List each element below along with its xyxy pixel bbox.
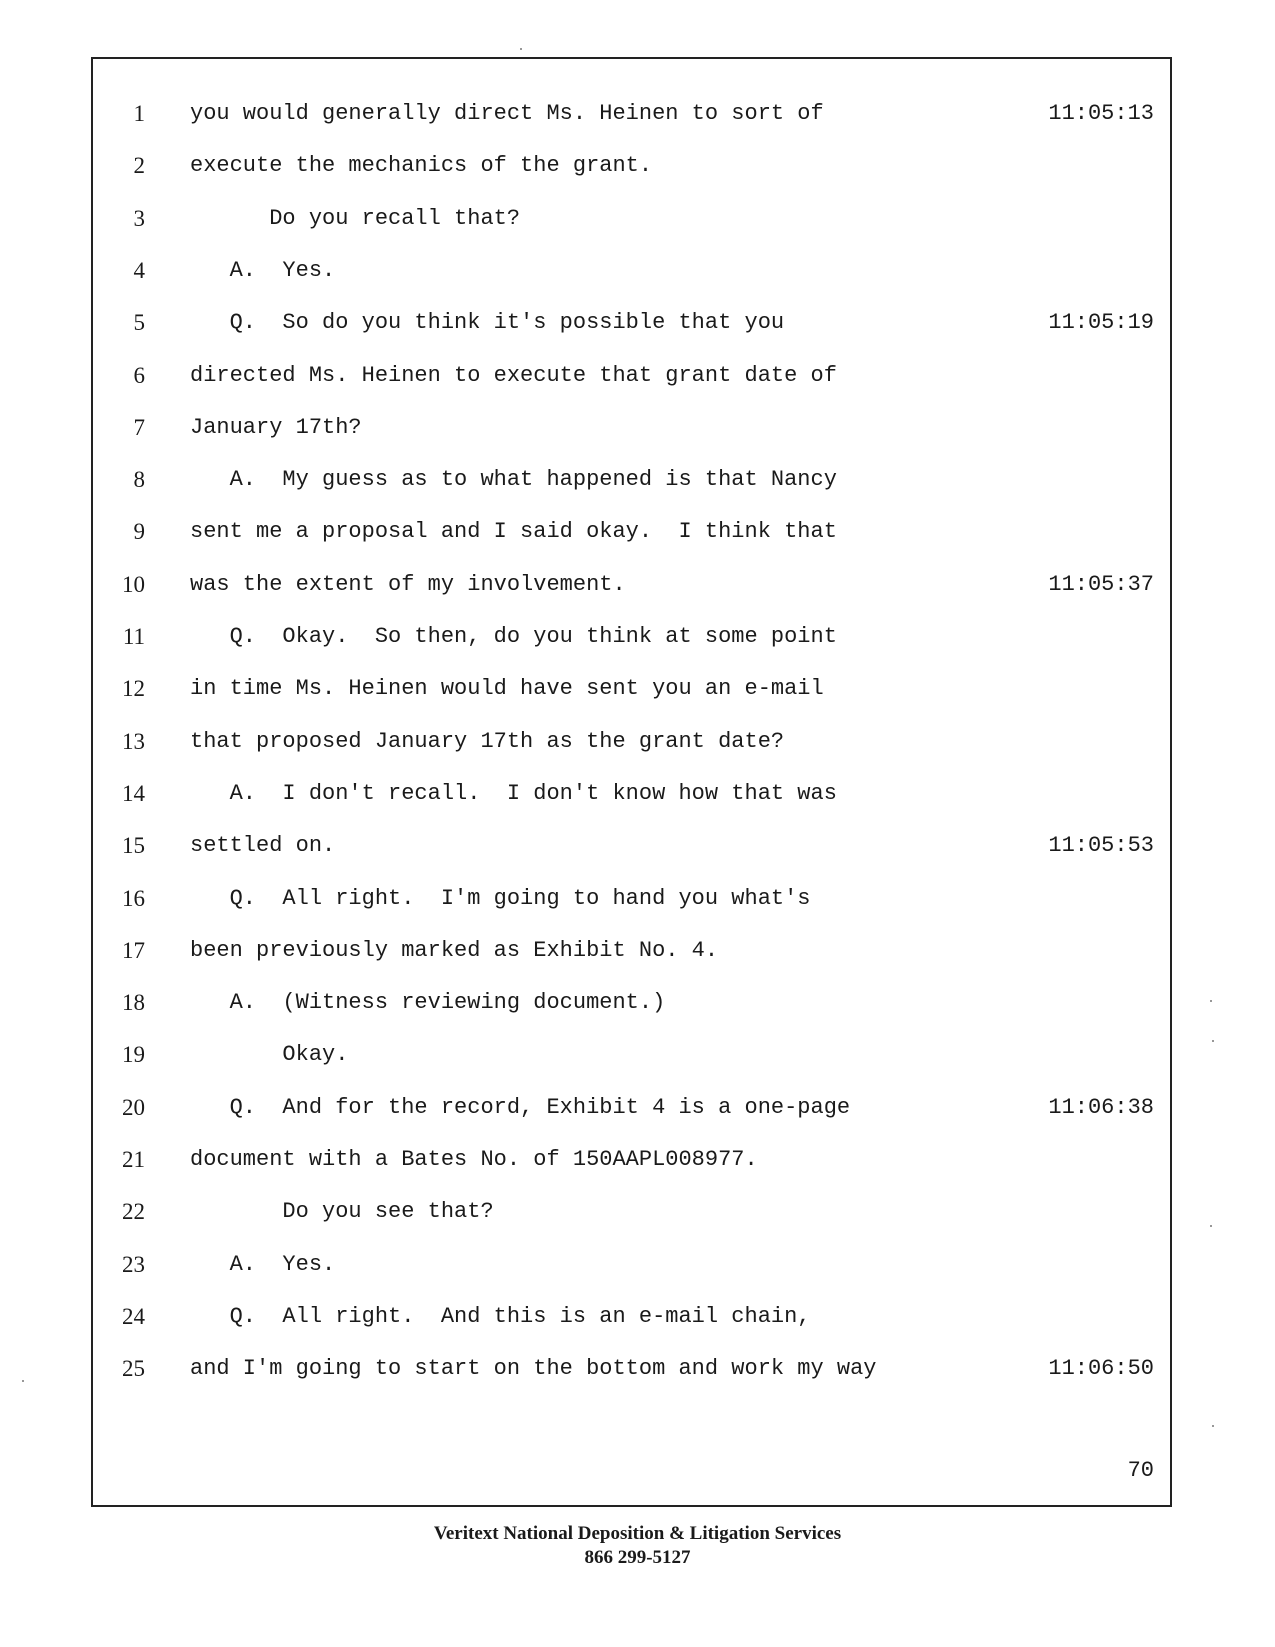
line-text: Q. So do you think it's possible that you xyxy=(190,310,785,336)
scan-speck xyxy=(22,1380,24,1382)
transcript-line xyxy=(93,94,1170,134)
transcript-line xyxy=(93,1088,1170,1128)
transcript-line xyxy=(93,826,1170,866)
transcript-line xyxy=(93,146,1170,186)
line-text: been previously marked as Exhibit No. 4. xyxy=(190,937,719,963)
line-text: was the extent of my involvement. xyxy=(190,571,626,597)
line-number: 24 xyxy=(122,1303,145,1329)
line-text: document with a Bates No. of 150AAPL008977. xyxy=(190,1147,758,1172)
line-number: 22 xyxy=(122,1199,145,1225)
transcript-line xyxy=(93,408,1170,448)
line-number: 2 xyxy=(133,153,145,179)
transcript-page xyxy=(91,57,1172,1507)
line-text: you would generally direct Ms. Heinen to sort of xyxy=(190,101,824,126)
line-number: 18 xyxy=(122,990,145,1016)
line-text: Okay. xyxy=(190,1042,349,1068)
line-text: Q. And for the record, Exhibit 4 is a one-page xyxy=(190,1094,851,1120)
footer-phone: 866 299-5127 xyxy=(584,1547,691,1568)
line-text: Do you see that? xyxy=(190,1199,494,1225)
transcript-line xyxy=(93,251,1170,291)
scan-speck xyxy=(1212,1425,1214,1427)
scan-speck xyxy=(520,48,522,50)
line-number: 6 xyxy=(133,362,145,388)
line-number: 25 xyxy=(122,1356,145,1382)
scan-speck xyxy=(1210,1000,1212,1002)
transcript-line xyxy=(93,303,1170,343)
transcript-line xyxy=(93,722,1170,762)
footer-company: Veritext National Deposition & Litigation Services xyxy=(433,1523,842,1544)
timestamp: 11:06:50 xyxy=(1048,1356,1154,1382)
transcript-line xyxy=(93,512,1170,552)
transcript-line xyxy=(93,983,1170,1023)
line-text: Q. All right. I'm going to hand you what's xyxy=(190,885,811,911)
line-number: 5 xyxy=(133,310,145,336)
line-text: A. My guess as to what happened is that Nancy xyxy=(190,467,837,493)
line-number: 19 xyxy=(122,1042,145,1068)
line-number: 11 xyxy=(122,624,145,649)
transcript-lines xyxy=(93,59,1170,1505)
transcript-line xyxy=(93,1035,1170,1075)
line-number: 8 xyxy=(133,467,145,493)
transcript-line xyxy=(93,199,1170,239)
line-number: 12 xyxy=(122,676,145,702)
timestamp: 11:05:19 xyxy=(1048,310,1154,336)
line-text: execute the mechanics of the grant. xyxy=(190,153,653,179)
line-number: 21 xyxy=(122,1147,145,1172)
line-text: January 17th? xyxy=(190,414,362,440)
timestamp: 11:06:38 xyxy=(1048,1094,1154,1120)
footer xyxy=(0,1522,1275,1570)
line-text: A. I don't recall. I don't know how that was xyxy=(190,780,837,806)
line-number: 20 xyxy=(122,1094,145,1120)
line-text: A. Yes. xyxy=(190,1251,336,1277)
transcript-line xyxy=(93,356,1170,396)
transcript-line xyxy=(93,669,1170,709)
line-number: 9 xyxy=(133,519,145,545)
transcript-line xyxy=(93,1192,1170,1232)
timestamp: 11:05:13 xyxy=(1048,101,1154,126)
transcript-line xyxy=(93,565,1170,605)
line-number: 15 xyxy=(122,833,145,859)
transcript-line xyxy=(93,617,1170,657)
scan-speck xyxy=(1212,1040,1214,1042)
line-number: 4 xyxy=(133,257,145,283)
line-text: and I'm going to start on the bottom and work my way xyxy=(190,1356,877,1382)
scan-speck xyxy=(1210,1225,1212,1227)
transcript-line xyxy=(93,879,1170,919)
transcript-line xyxy=(93,1140,1170,1180)
line-text: Q. Okay. So then, do you think at some point xyxy=(190,624,837,649)
transcript-line xyxy=(93,931,1170,971)
line-number: 7 xyxy=(133,414,145,440)
line-text: A. Yes. xyxy=(190,257,336,283)
line-number: 23 xyxy=(122,1251,145,1277)
line-text: Q. All right. And this is an e-mail chain, xyxy=(190,1303,811,1329)
transcript-line xyxy=(93,1245,1170,1285)
line-number: 13 xyxy=(122,728,145,754)
line-text: Do you recall that? xyxy=(190,205,521,231)
timestamp: 11:05:37 xyxy=(1048,571,1154,597)
line-number: 16 xyxy=(122,885,145,911)
line-number: 10 xyxy=(122,571,145,597)
line-text: in time Ms. Heinen would have sent you an e-mail xyxy=(190,676,824,702)
line-number: 17 xyxy=(122,937,145,963)
transcript-line xyxy=(93,774,1170,814)
line-number: 14 xyxy=(122,780,145,806)
transcript-line xyxy=(93,460,1170,500)
transcript-line xyxy=(93,1349,1170,1389)
line-text: that proposed January 17th as the grant date? xyxy=(190,728,785,754)
line-number: 1 xyxy=(133,101,145,126)
timestamp: 11:05:53 xyxy=(1048,833,1154,859)
line-text: A. (Witness reviewing document.) xyxy=(190,990,666,1016)
transcript-line xyxy=(93,1297,1170,1337)
line-text: sent me a proposal and I said okay. I think that xyxy=(190,519,837,545)
page-number: 70 xyxy=(1127,1458,1154,1483)
line-text: directed Ms. Heinen to execute that grant date of xyxy=(190,362,837,388)
line-number: 3 xyxy=(133,205,145,231)
line-text: settled on. xyxy=(190,833,336,859)
